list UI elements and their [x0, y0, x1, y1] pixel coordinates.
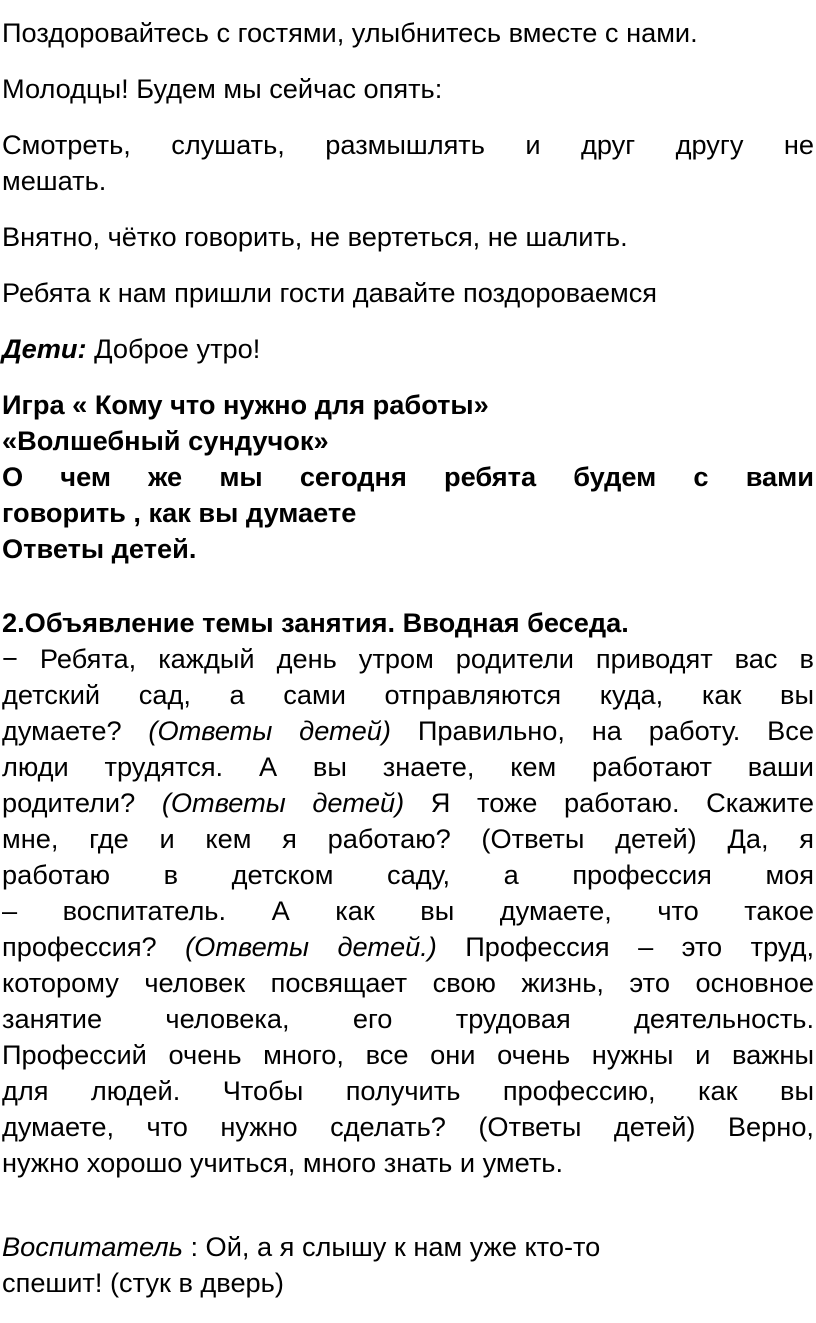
body-line: детский сад, а сами отправляются куда, как вы — [2, 679, 814, 710]
body-paragraph — [2, 641, 814, 1181]
body-line: − Ребята, каждый день утром родители приводят вас в — [2, 643, 814, 674]
body-line: – воспитатель. А как вы думаете, что такое — [2, 895, 814, 926]
body-text: Я тоже работаю. Скажите — [404, 787, 814, 818]
children-greeting — [2, 331, 814, 367]
answers-label: Ответы детей. — [2, 533, 197, 564]
body-line: занятие человека, его трудовая деятельность. — [2, 1003, 814, 1034]
body-line: мне, где и кем я работаю? (Ответы детей) Да, я — [2, 823, 814, 854]
body-line: Профессий очень много, все они очень нужны и важны — [2, 1039, 814, 1070]
magic-box-title: «Волшебный сундучок» — [2, 425, 329, 456]
body-line: которому человек посвящает свою жизнь, это основное — [2, 967, 814, 998]
teacher-line-1 — [2, 1229, 814, 1265]
intro-line-2: Молодцы! Будем мы сейчас опять: — [2, 73, 443, 104]
body-line: думаете, что нужно сделать? (Ответы детей) Верно, — [2, 1111, 814, 1142]
intro-line-4: Внятно, чётко говорить, не вертеться, не шалить. — [2, 221, 628, 252]
game-title: Игра « Кому что нужно для работы» — [2, 389, 489, 420]
intro-line-1: Поздоровайтесь с гостями, улыбнитесь вместе с нами. — [2, 17, 698, 48]
intro-line-3b: мешать. — [2, 165, 107, 196]
answers-note: (Ответы детей.) — [185, 931, 437, 962]
intro-line-5: Ребята к нам пришли гости давайте поздороваемся — [2, 277, 658, 308]
document-page — [2, 0, 814, 1301]
body-line — [2, 785, 814, 821]
body-text: профессия? — [2, 931, 186, 962]
answers-note: (Ответы детей) — [148, 715, 391, 746]
body-line: нужно хорошо учиться, много знать и уметь. — [2, 1147, 564, 1178]
teacher-label: Воспитатель — [2, 1231, 183, 1262]
children-text: Доброе утро! — [86, 333, 261, 364]
body-line: для людей. Чтобы получить профессию, как вы — [2, 1075, 814, 1106]
children-label: Дети: — [2, 333, 87, 364]
question-line-1: О чем же мы сегодня ребята будем с вами — [2, 461, 814, 492]
body-line: люди трудятся. А вы знаете, кем работают ваши — [2, 751, 814, 782]
answers-note: (Ответы детей) — [161, 787, 405, 818]
body-line: работаю в детском саду, а профессия моя — [2, 859, 814, 890]
teacher-text: : Ой, а я слышу к нам уже кто-то — [182, 1231, 601, 1262]
body-text: Профессия – это труд, — [436, 931, 814, 962]
body-text: Правильно, на работу. Все — [390, 715, 814, 746]
section-title: 2.Объявление темы занятия. Вводная беседа. — [2, 607, 629, 638]
intro-paragraph-3 — [2, 127, 814, 199]
body-line — [2, 929, 814, 965]
question-paragraph — [2, 459, 814, 531]
body-text: родители? — [2, 787, 162, 818]
teacher-line-2: спешит! (стук в дверь) — [2, 1267, 284, 1298]
body-text: думаете? — [2, 715, 149, 746]
body-line — [2, 713, 814, 749]
intro-line-3a: Смотреть, слушать, размышлять и друг другу не — [2, 129, 814, 160]
question-line-2: говорить , как вы думаете — [2, 497, 357, 528]
